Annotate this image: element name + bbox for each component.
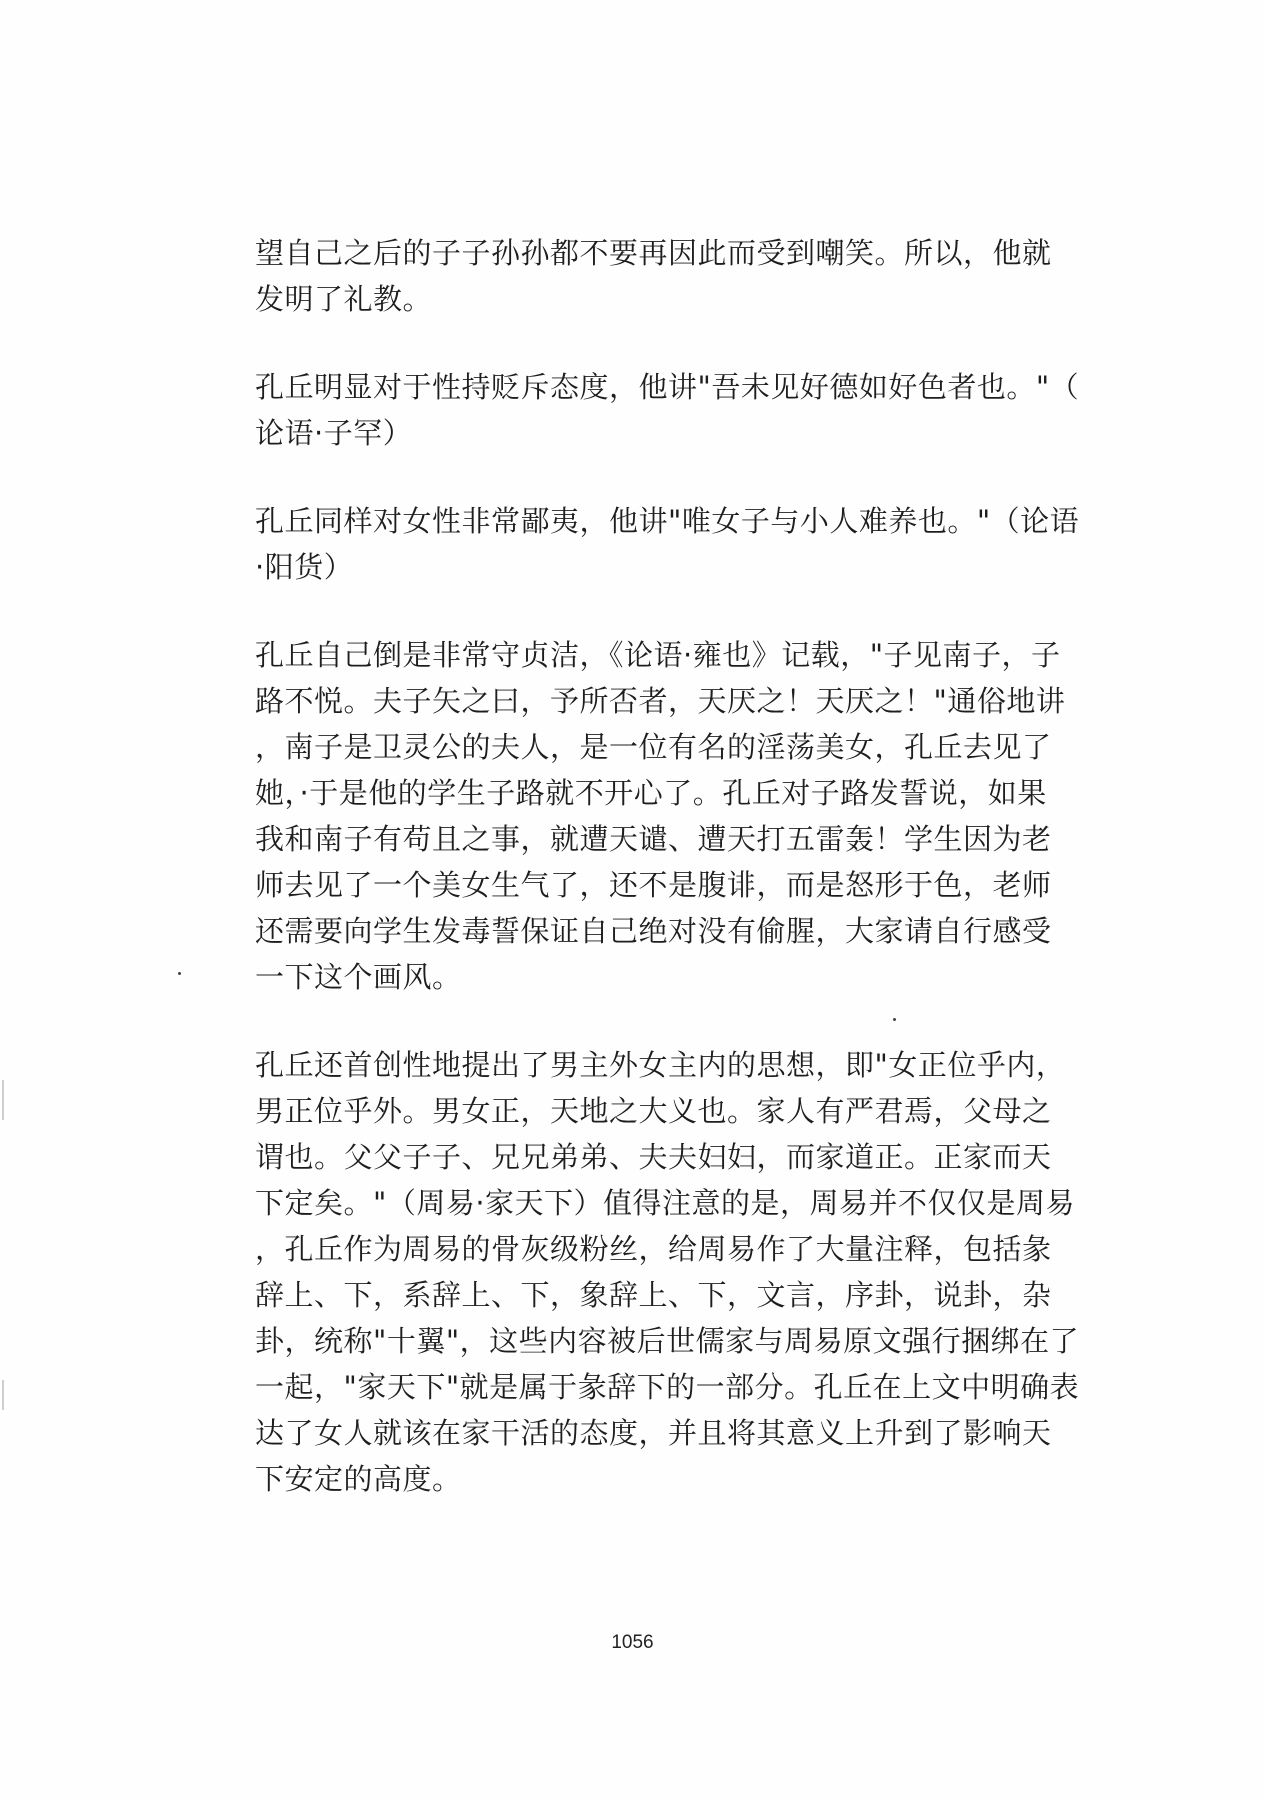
text-line: 达了女人就该在家干活的态度，并且将其意义上升到了影响天 — [255, 1416, 1052, 1450]
text-line: 下安定的高度。 — [255, 1462, 462, 1496]
text-line: ·阳货） — [255, 550, 354, 584]
text-line: 下定矣。"（周易·家天下）值得注意的是，周易并不仅仅是周易 — [255, 1186, 1076, 1220]
text-line: 孔丘还首创性地提出了男主外女主内的思想，即"女正位乎内， — [255, 1048, 1066, 1082]
text-line: 师去见了一个美女生气了，还不是腹诽，而是怒形于色，老师 — [255, 868, 1052, 902]
scan-edge-mark — [2, 1380, 4, 1410]
page-number: 1056 — [611, 1632, 654, 1653]
text-line: 论语·子罕） — [255, 416, 413, 450]
text-line: 一起，"家天下"就是属于彖辞下的一部分。孔丘在上文中明确表 — [255, 1370, 1080, 1404]
text-line: ，南子是卫灵公的夫人，是一位有名的淫荡美女，孔丘去见了 — [255, 730, 1052, 764]
text-line: 我和南子有苟且之事，就遭天谴、遭天打五雷轰！学生因为老 — [255, 822, 1052, 856]
text-line: 还需要向学生发毒誓保证自己绝对没有偷腥，大家请自行感受 — [255, 914, 1052, 948]
paragraph — [255, 230, 1052, 322]
paragraph — [255, 498, 1080, 590]
paragraph — [255, 364, 1080, 456]
text-line: 男正位乎外。男女正，天地之大义也。家人有严君焉，父母之 — [255, 1094, 1052, 1128]
text-line: 谓也。父父子子、兄兄弟弟、夫夫妇妇，而家道正。正家而天 — [255, 1140, 1052, 1174]
paragraph — [255, 1042, 1080, 1502]
text-line: 发明了礼教。 — [255, 282, 433, 316]
body-text — [255, 230, 1080, 1544]
text-line: 卦，统称"十翼"，这些内容被后世儒家与周易原文强行捆绑在了 — [255, 1324, 1080, 1358]
text-line: 望自己之后的子子孙孙都不要再因此而受到嘲笑。所以，他就 — [255, 236, 1052, 270]
text-line: ，孔丘作为周易的骨灰级粉丝，给周易作了大量注释，包括彖 — [255, 1232, 1052, 1266]
text-line: 孔丘明显对于性持贬斥态度，他讲"吾未见好德如好色者也。"（ — [255, 370, 1080, 404]
text-line: 孔丘同样对女性非常鄙夷，他讲"唯女子与小人难养也。"（论语 — [255, 504, 1080, 538]
text-line: 一下这个画风。 — [255, 960, 462, 994]
text-line: 她，·于是他的学生子路就不开心了。孔丘对子路发誓说，如果 — [255, 776, 1047, 810]
scan-speck — [178, 972, 181, 975]
scan-edge-mark — [2, 1080, 4, 1120]
paragraph — [255, 632, 1066, 1000]
text-line: 孔丘自己倒是非常守贞洁，《论语·雍也》记载，"子见南子，子 — [255, 638, 1061, 672]
text-line: 辞上、下，系辞上、下，象辞上、下，文言，序卦，说卦，杂 — [255, 1278, 1052, 1312]
text-line: 路不悦。夫子矢之曰，予所否者，天厌之！天厌之！"通俗地讲 — [255, 684, 1066, 718]
